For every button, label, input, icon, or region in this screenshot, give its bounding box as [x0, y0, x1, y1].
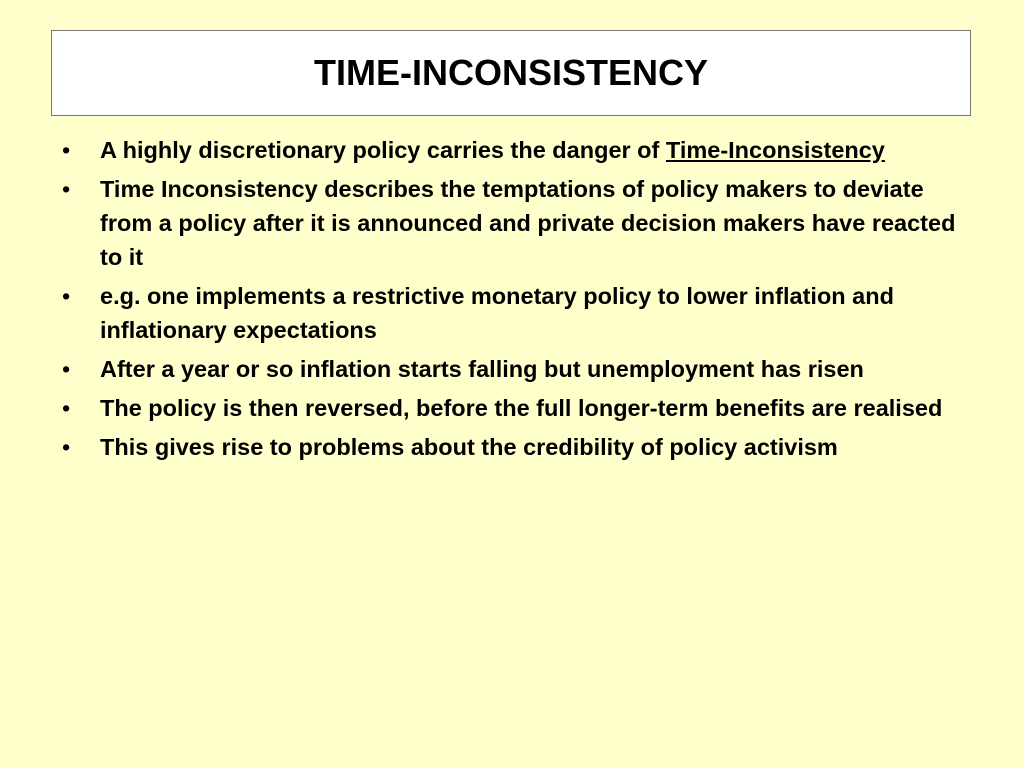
bullet-list: [0, 133, 1024, 469]
bullet-icon: •: [62, 434, 71, 460]
bullet-icon: •: [62, 283, 71, 309]
bullet-text: The policy is then reversed, before the full longer-term benefits are realised: [100, 395, 943, 421]
bullet-icon: •: [62, 176, 71, 202]
bullet-item: [0, 391, 1024, 425]
emphasis-term: Time-Inconsistency: [665, 137, 885, 163]
bullet-text: e.g. one implements a restrictive monetary policy to lower inflation and inflationary expectations: [100, 283, 894, 343]
bullet-item: [0, 352, 1024, 386]
bullet-text: Time Inconsistency describes the temptations of policy makers to deviate from a policy after it is announced and private decision makers have reacted to it: [100, 176, 956, 270]
bullet-icon: •: [62, 356, 71, 382]
bullet-text: This gives rise to problems about the credibility of policy activism: [100, 434, 838, 460]
bullet-text: A highly discretionary policy carries the danger of: [100, 137, 666, 163]
bullet-text: After a year or so inflation starts falling but unemployment has risen: [100, 356, 864, 382]
bullet-icon: •: [62, 137, 71, 163]
bullet-item: [0, 430, 1024, 464]
bullet-item: [0, 172, 1024, 274]
bullet-item: [0, 133, 1024, 167]
bullet-icon: •: [62, 395, 71, 421]
slide-title: TIME-INCONSISTENCY: [313, 52, 708, 93]
bullet-item: [0, 279, 1024, 347]
title-box: [51, 30, 971, 116]
